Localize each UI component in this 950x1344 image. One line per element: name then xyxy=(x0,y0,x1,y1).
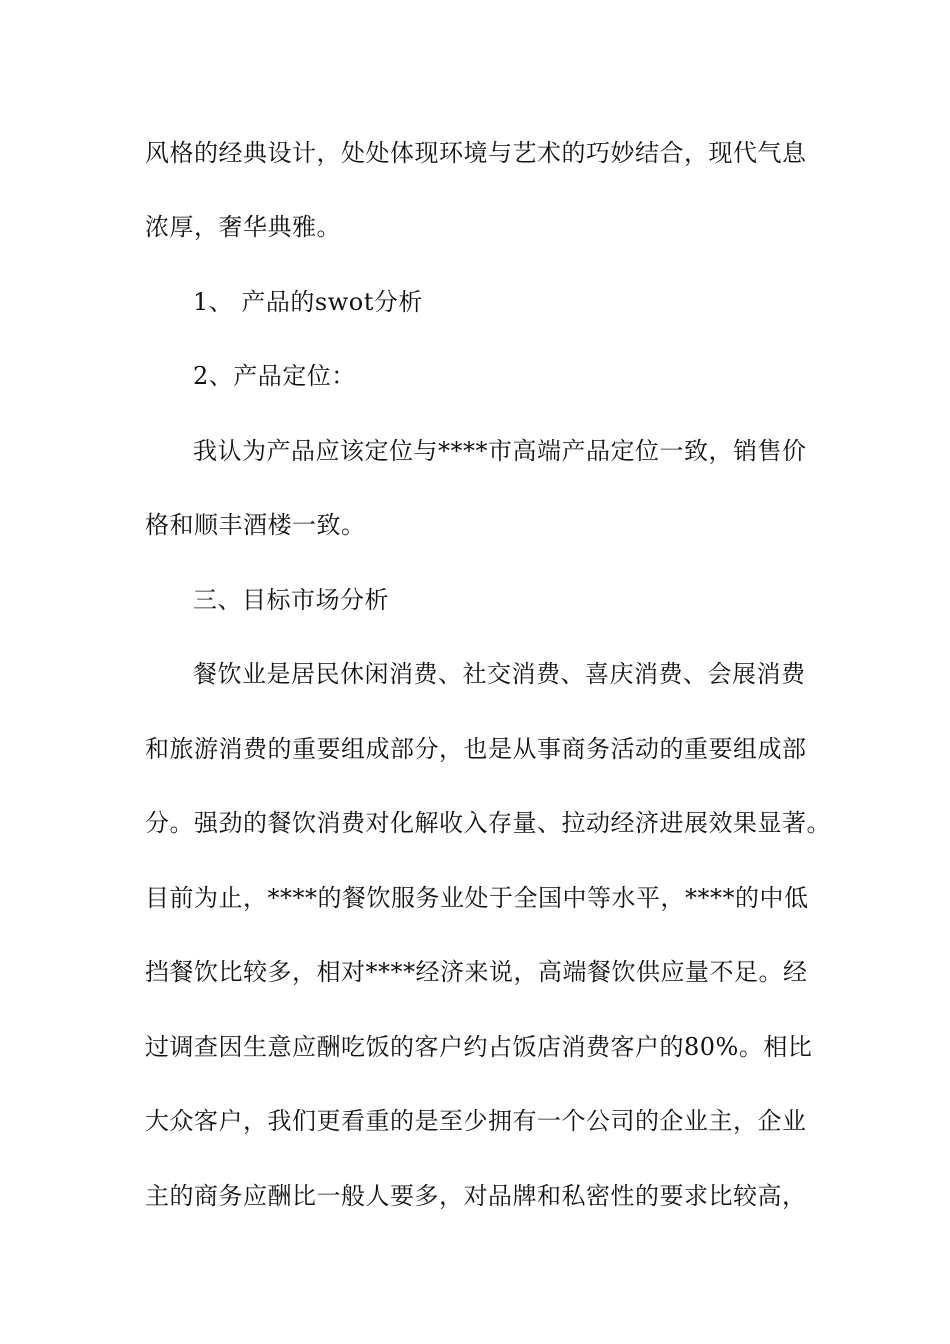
paragraph-line: 分。强劲的餐饮消费对化解收入存量、拉动经济进展效果显著。 xyxy=(145,809,831,837)
section-heading: 2、产品定位： xyxy=(193,362,356,390)
paragraph-line: 风格的经典设计，处处体现环境与艺术的巧妙结合，现代气息 xyxy=(145,139,807,167)
paragraph-line: 我认为产品应该定位与****市高端产品定位一致，销售价 xyxy=(193,437,807,465)
paragraph-line: 和旅游消费的重要组成部分，也是从事商务活动的重要组成部 xyxy=(145,735,807,763)
paragraph-line: 主的商务应酬比一般人要多，对品牌和私密性的要求比较高， xyxy=(145,1182,807,1210)
paragraph-line: 过调查因生意应酬吃饭的客户约占饭店消费客户的80%。相比 xyxy=(145,1033,813,1061)
paragraph-line: 浓厚，奢华典雅。 xyxy=(145,213,341,241)
section-heading: 三、目标市场分析 xyxy=(193,586,389,614)
paragraph-line: 餐饮业是居民休闲消费、社交消费、喜庆消费、会展消费 xyxy=(193,660,806,688)
paragraph-line: 挡餐饮比较多，相对****经济来说，高端餐饮供应量不足。经 xyxy=(145,958,808,986)
paragraph-line: 目前为止，****的餐饮服务业处于全国中等水平，****的中低 xyxy=(145,884,809,912)
paragraph-line: 大众客户，我们更看重的是至少拥有一个公司的企业主，企业 xyxy=(145,1107,807,1135)
paragraph-line: 格和顺丰酒楼一致。 xyxy=(145,511,366,539)
section-heading: 1、 产品的swot分析 xyxy=(193,288,423,316)
